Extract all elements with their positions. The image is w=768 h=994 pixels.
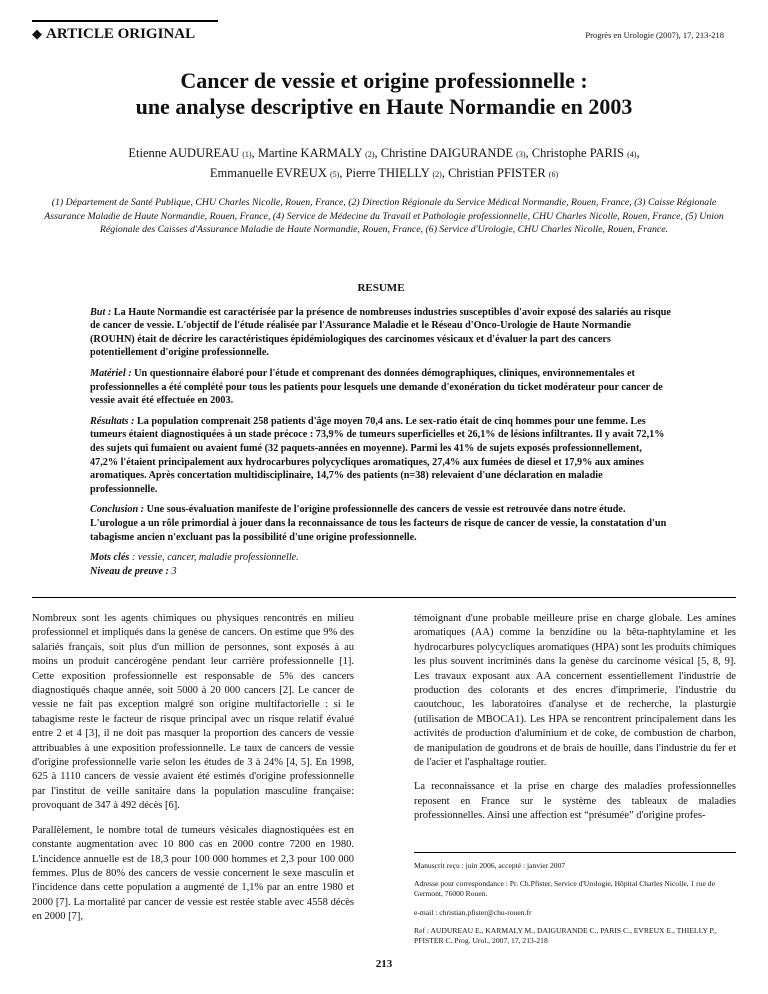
abstract-objective xyxy=(90,306,672,360)
journal-reference: Progrès en Urologie (2007), 17, 213-218 xyxy=(585,30,724,40)
diamond-icon: ◆ xyxy=(32,26,42,41)
abstract-heading: RESUME xyxy=(357,282,405,294)
author-affiliation-number: (6) xyxy=(548,170,559,179)
author-affiliation-number: (3) xyxy=(516,150,526,159)
abstract-conclusion xyxy=(90,503,672,544)
affiliations: (1) Département de Santé Publique, CHU Charles Nicolle, Rouen, France, (2) Direction Régionale du Service Médical Normandie, Rouen, France, (3) Caisse Régionale Assurance Maladie de Haute Normandie, Rouen, France, (4) Service de Médecine du Travail et Pathologie professionnelle, CHU Charles Nicolle, Rouen, France, (5) Union Régionale des Caisses d'Assurance Maladie de Haute Normandie, Rouen, France, (6) Service d'Urologie, CHU Charles Nicolle, Rouen, France. xyxy=(44,197,724,235)
correspondence-address: Adresse pour correspondance : Pr. Ch.Pfister, Service d'Urologie, Hôpital Charles Nicolle, 1 rue de Germont, 76000 Rouen. xyxy=(414,879,715,899)
author-name: Martine KARMALY xyxy=(257,146,363,160)
title-line-2: une analyse descriptive en Haute Normandie en 2003 xyxy=(135,94,633,119)
body-paragraph: La reconnaissance et la prise en charge des maladies professionnelles reposent en France sur le système des tableaux de maladies professionnelles. Ainsi une affection est “présumée” d'origine profes- xyxy=(414,781,736,822)
author-name: Christine DAIGURANDE xyxy=(380,146,514,160)
keywords-label: Mots clés xyxy=(90,552,130,564)
abstract-conclusion-text: Une sous-évaluation manifeste de l'origine professionnelle des cancers de vessie est retrouvée dans notre étude. L'urologue a un rôle primordial à jouer dans la reconnaissance de tous les facteurs de risque de cancer de vessie, la constatation d'un tabagisme ancien n'excluant pas la possibilité d'une origine professionnelle. xyxy=(90,504,667,543)
section-label: ARTICLE ORIGINAL xyxy=(46,26,196,42)
evidence-level xyxy=(90,565,672,579)
abstract-methods xyxy=(90,367,672,408)
correspondence-email: e-mail : christian.pfister@chu-rouen.fr xyxy=(414,907,532,917)
abstract-methods-text: Un questionnaire élaboré pour l'étude et comprenant des données démographiques, cliniques, environnementales et professionnelles a été complété pour tous les patients pour lesquels une demande d'exonération du ticket modérateur pour cancer de vessie avait été effectuée en 2003. xyxy=(90,367,663,407)
evidence-level-value: 3 xyxy=(171,565,177,577)
abstract-methods-label: Matériel : xyxy=(90,367,132,379)
author-affiliation-number: (1) xyxy=(242,150,252,159)
page-number: 213 xyxy=(375,958,393,970)
article-title xyxy=(0,68,768,120)
abstract-conclusion-label: Conclusion : xyxy=(90,504,145,516)
author-name: Pierre THIELLY xyxy=(345,166,430,180)
section-header xyxy=(32,20,218,42)
abstract-results-text: La population comprenait 258 patients d'âge moyen 70,4 ans. Le sex-ratio était de cinq hommes pour une femme. Les tumeurs étaient diagnostiquées à un stade précoce : 73,9% de tumeurs superficielles et 26,1% de lésions infiltrantes. Il y avait 72,1% des sujets qui fumaient ou avaient fumé (32 paquets-années en moyenne). Parmi les 41% de sujets exposés professionnellement, 47,2% l'étaient principalement aux hydrocarbures polycycliques aromatiques, 27,4% aux fumées de diesel et 17,9% aux amines aromatiques. Après concertation multidisciplinaire, 14,7% des patients (n=38) relevaient d'une déclaration en maladie professionnelle. xyxy=(90,415,665,495)
abstract-results-label: Résultats : xyxy=(90,415,135,427)
author-name: Christian PFISTER xyxy=(448,166,546,180)
author-affiliation-number: (5) xyxy=(330,170,340,179)
author-name: Etienne AUDUREAU xyxy=(128,146,240,160)
author-affiliation-number: (4) xyxy=(627,150,637,159)
abstract-results xyxy=(90,415,672,497)
body-paragraph: témoignant d'une probable meilleure prise en charge globale. Les amines aromatiques (AA) comme la benzidine ou la bêta-naphtylamine et les hydrocarbures polycycliques aromatiques (HPA) sont les produits chimiques les plus souvent incriminés dans la genèse du carcinome vésical [5, 8, 9]. Les travaux exposant aux AA concernent essentiellement l'industrie de production des colorants et des encres d'imprimerie, l'industrie du caoutchouc, les laboratoires d'analyse et de recherche, la plasturgie (utilisation de MBOCA1). Les HPA se rencontrent principalement dans les activités de production d'aluminium et de coke, de combustion de charbon, de manipulation de goudrons et de brais de houille, dans l'industrie du fer et de l'acier et l'asphaltage routier. xyxy=(414,613,736,769)
manuscript-dates: Manuscrit reçu : juin 2006, accepté : janvier 2007 xyxy=(414,861,566,870)
keywords-text: : vessie, cancer, maladie professionnelle. xyxy=(131,552,299,564)
body-paragraph: Parallèlement, le nombre total de tumeurs vésicales diagnostiquées est en constante augmentation avec 10 800 cas en 2000 contre 7200 en 1980. L'incidence annuelle est de 18,3 pour 100 000 hommes et 2,3 pour 100 000 femmes. Plus de 80% des cancers de vessie concernent le sexe masculin et l'incidence dans cette population a augmenté de 1,1% par an entre 1980 et 2000 [7]. La mortalité par cancer de vessie est restée stable avec 4558 décès en 2000 [7], xyxy=(32,824,354,923)
keywords xyxy=(90,551,672,565)
title-line-1: Cancer de vessie et origine professionnelle : xyxy=(180,68,588,93)
author-line-1: Etienne AUDUREAU (1), Martine KARMALY (2), Christine DAIGURANDE (3), Christophe PARIS (4), xyxy=(128,146,640,160)
author-name: Christophe PARIS xyxy=(531,146,625,160)
section-divider xyxy=(32,597,736,598)
abstract xyxy=(90,282,672,578)
author-affiliation-number: (2) xyxy=(365,150,375,159)
section-label-wrap xyxy=(32,26,195,43)
body-column-right xyxy=(414,612,736,834)
footnotes xyxy=(414,852,736,946)
evidence-level-label: Niveau de preuve : xyxy=(90,565,169,577)
author-name: Emmanuelle EVREUX xyxy=(209,166,327,180)
body-column-left xyxy=(32,612,354,935)
author-line-2: Emmanuelle EVREUX (5), Pierre THIELLY (2), Christian PFISTER (6) xyxy=(209,166,559,180)
abstract-objective-text: La Haute Normandie est caractérisée par la présence de nombreuses industries susceptibles d'avoir exposé des salariés au risque de cancer de vessie. L'objectif de l'étude réalisée par l'Assurance Maladie et le Réseau d'Onco-Urologie de Haute Normandie (ROUHN) était de décrire les caractéristiques épidémiologiques des carcinomes vésicaux et d'évaluer la part des cancers potentiellement d'origine professionnelle. xyxy=(90,306,671,359)
author-list xyxy=(40,144,728,184)
body-paragraph: Nombreux sont les agents chimiques ou physiques rencontrés en milieu professionnel et impliqués dans la genèse de cancers. On estime que 9% des salariés français, soit plus d'un million de personnes, sont exposés à au moins un produit cancérogène pendant leur carrière professionnelle [1]. Cette exposition professionnelle est responsable de 5% des cancers diagnostiqués chaque année, soit 5000 à 20 000 cancers [2]. Le cancer de vessie ne fait pas exception malgré son origine multifactorielle : si le tabagisme reste le facteur de risque principal avec un risque relatif évalué entre 2 et 4 [3], il ne doit pas masquer la proportion des cancers de vessie attribuables à une exposition professionnelle. Le taux de cancers de vessie d'origine professionnelle varie selon les études de 3 à 24% [4, 5]. En 1998, 625 à 1110 cancers de vessie avaient été estimés d'origine professionnelle par l'institut de veille sanitaire dans la population masculine française: provoquant de 347 à 492 décès [6]. xyxy=(32,613,354,812)
author-affiliation-number: (2) xyxy=(432,170,442,179)
abstract-objective-label: But : xyxy=(90,306,112,318)
citation-reference: Ref : AUDUREAU E., KARMALY M., DAIGURANDE C., PARIS C., EVREUX E., THIELLY P., PFISTER C. Prog. Urol., 2007, 17, 213-218 xyxy=(414,925,717,946)
